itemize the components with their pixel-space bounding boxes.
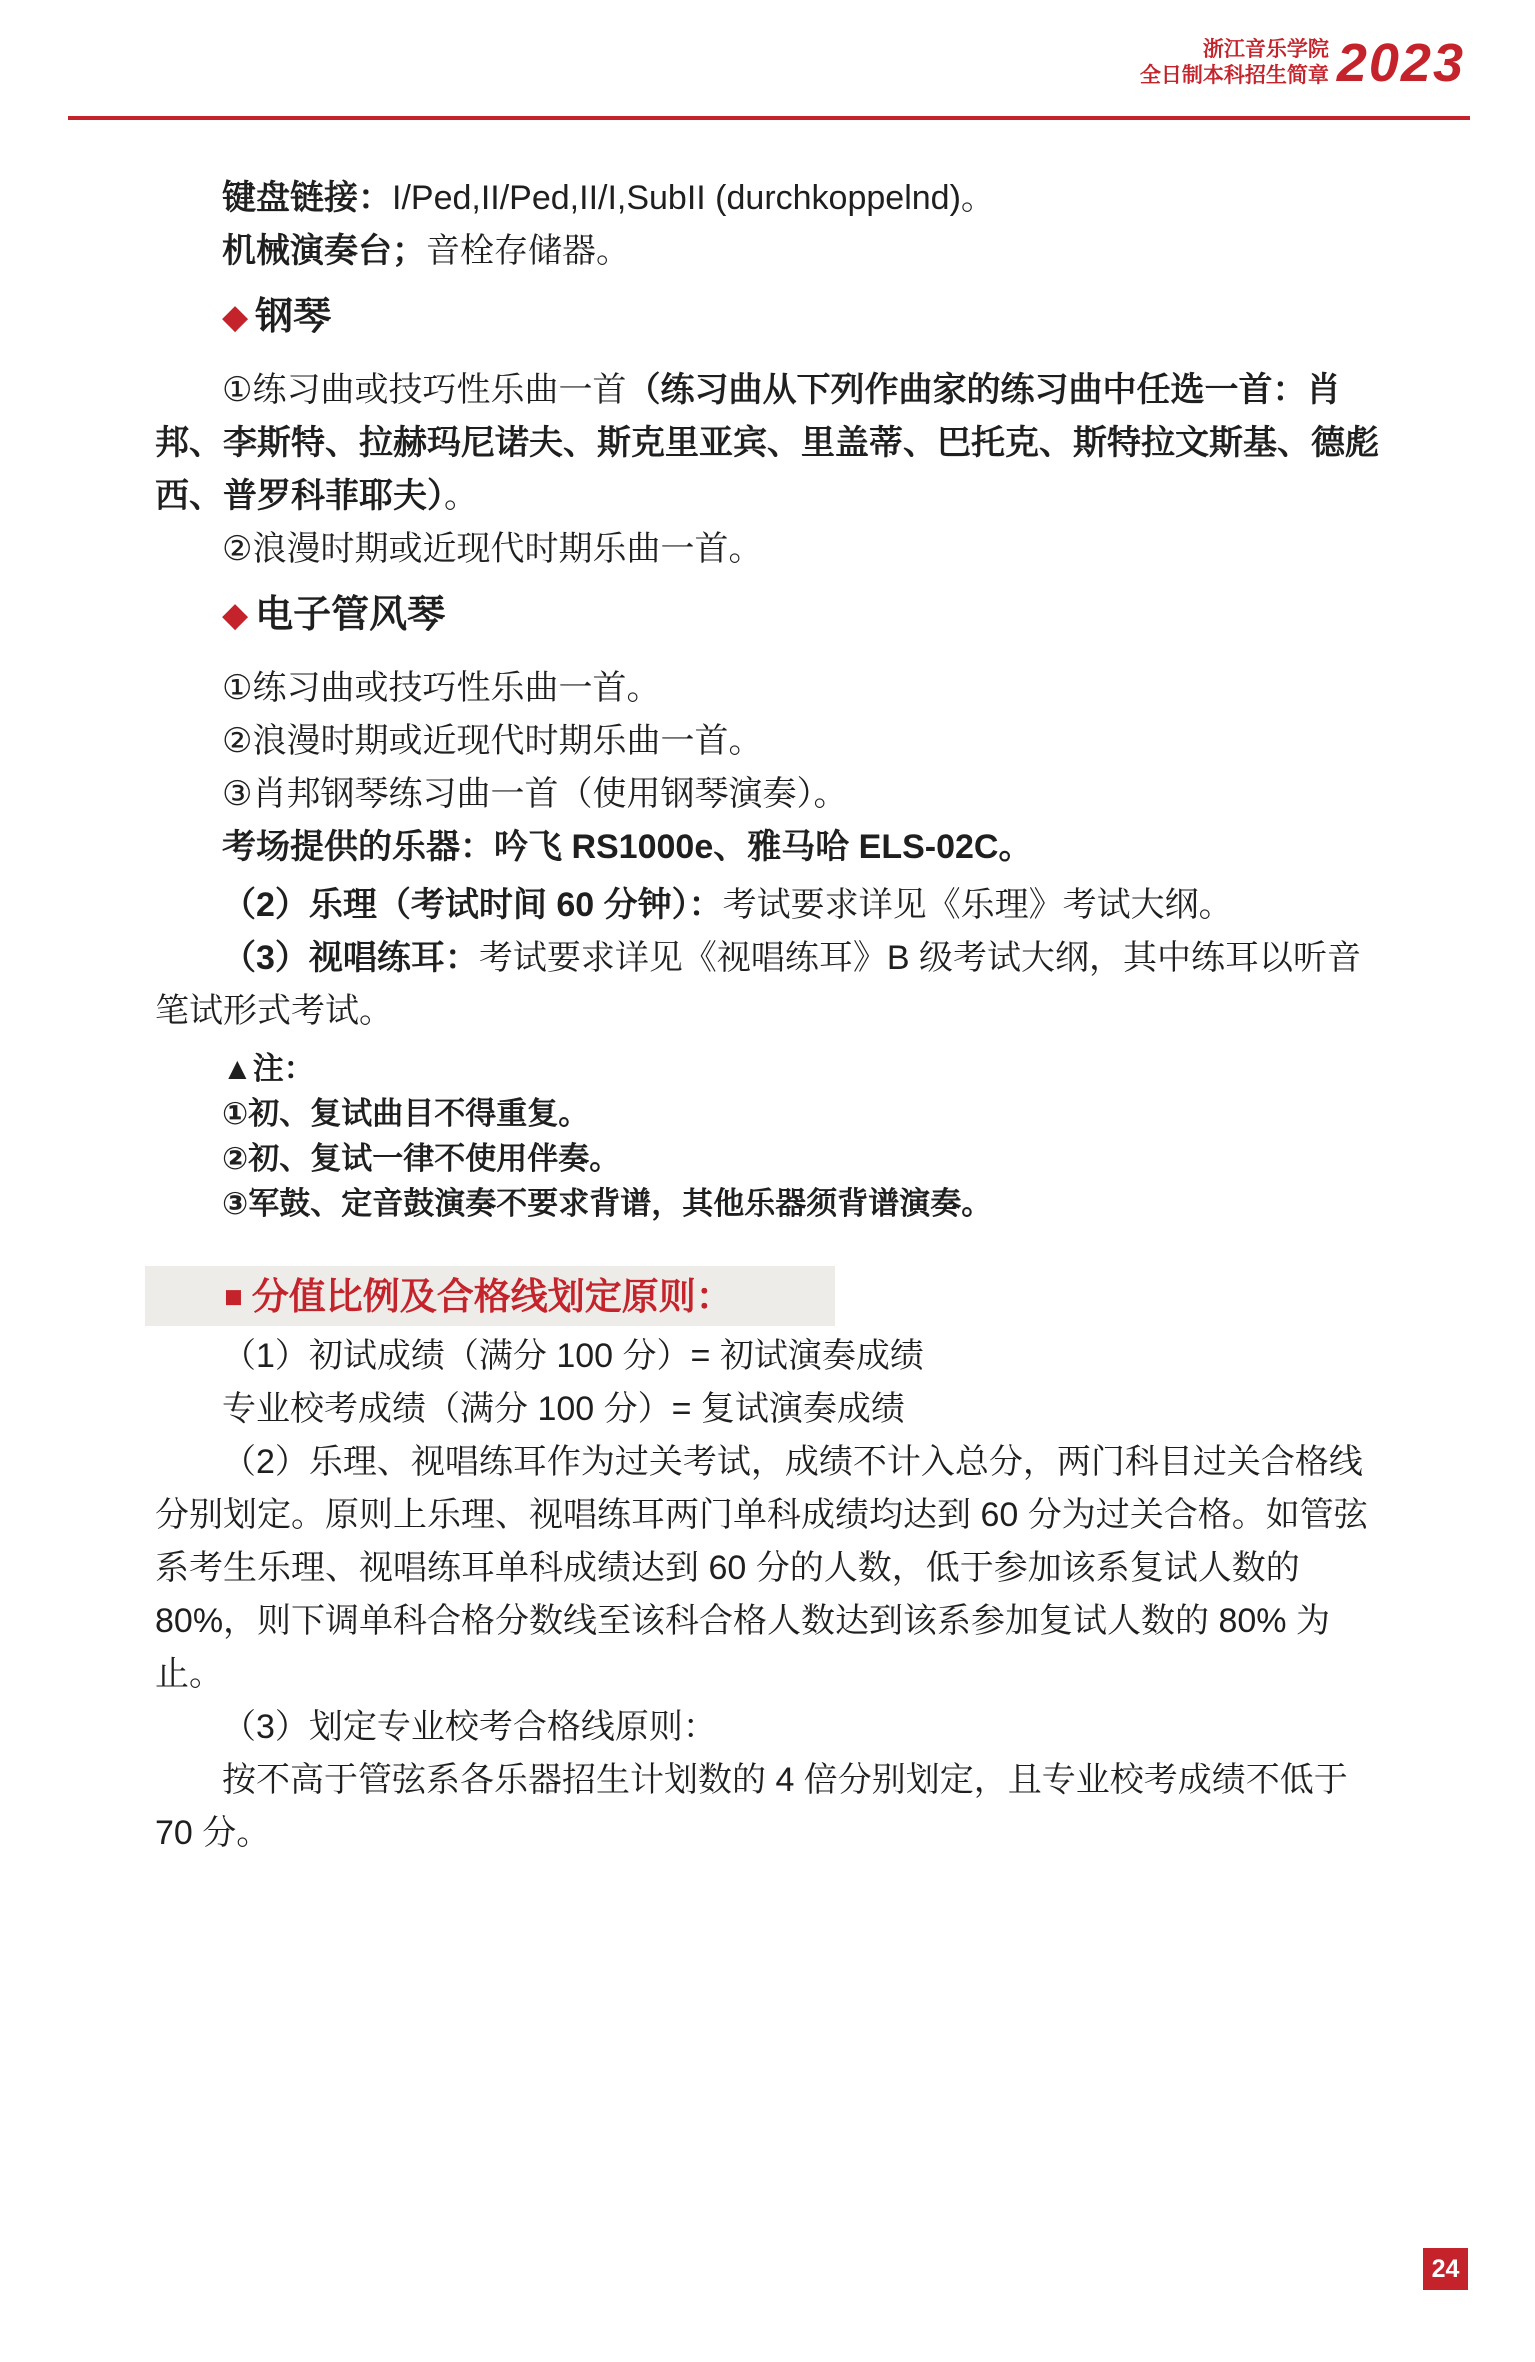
- note-item-1: ①初、复试曲目不得重复。: [222, 1096, 590, 1131]
- score-rule-3-body: 按不高于管弦系各乐器招生计划数的 4 倍分别划定，且专业校考成绩不低于 70 分。: [155, 1761, 1348, 1852]
- exam-subjects: [155, 879, 1391, 1038]
- note-item-2: ②初、复试一律不使用伴奏。: [222, 1141, 621, 1176]
- spec-label: 键盘链接：: [222, 179, 392, 217]
- organ-item-1: ①练习曲或技巧性乐曲一首。: [222, 669, 661, 707]
- header-institution: 浙江音乐学院: [1202, 38, 1329, 61]
- header-subtitle: 全日制本科招生简章: [1139, 64, 1329, 87]
- spec-value: 音栓存储器。: [426, 232, 630, 270]
- heading-label: 电子管风琴: [255, 594, 446, 636]
- diamond-icon: ◆: [222, 596, 249, 634]
- organ-provided-instruments-text: 考场提供的乐器：吟飞 RS1000e、雅马哈 ELS-02C。: [222, 828, 1033, 866]
- score-rule-3-heading: （3）划定专业校考合格线原则：: [222, 1708, 717, 1746]
- header-rule-divider: [68, 116, 1470, 120]
- subject-label: （3）视唱练耳：: [222, 939, 479, 977]
- piano-item-1-normal: ①练习曲或技巧性乐曲一首: [222, 371, 627, 409]
- score-rule-2: （2）乐理、视唱练耳作为过关考试，成绩不计入总分，两门科目过关合格线分别划定。原则上乐理、视唱练耳两门单科成绩均达到 60 分为过关合格。如管弦系考生乐理、视唱练耳单科成绩达到 60 分的人数，低于参加该系复试人数的 80%，则下调单科合格分数线至该科合格人数达到该系参加复试人数的 80% 为止。: [155, 1443, 1368, 1693]
- square-bullet-icon: ■: [224, 1278, 243, 1314]
- piano-item-2: ②浪漫时期或近现代时期乐曲一首。: [222, 530, 763, 568]
- spec-line-keyboard-link: [155, 172, 1391, 225]
- piano-item-1: [155, 364, 1391, 523]
- notes-heading: [155, 1046, 1391, 1091]
- notes-block: [155, 1046, 1391, 1226]
- organ-item-3: ③肖邦钢琴练习曲一首（使用钢琴演奏）。: [222, 775, 848, 813]
- page-header: [1139, 33, 1465, 93]
- score-section-title: 分值比例及合格线划定原则：: [251, 1275, 733, 1317]
- notes-heading-label: 注：: [252, 1051, 315, 1086]
- section-heading-piano: [155, 291, 1391, 344]
- piano-item-1-end: 。: [444, 477, 478, 515]
- diamond-icon: ◆: [222, 298, 249, 336]
- subject-detail: 考试要求详见《乐理》考试大纲。: [722, 886, 1233, 924]
- note-item-3: ③军鼓、定音鼓演奏不要求背谱，其他乐器须背谱演奏。: [222, 1186, 993, 1221]
- header-titles: [1140, 37, 1329, 89]
- page-number-badge: 24: [1423, 2248, 1468, 2290]
- score-section-heading-bar: [145, 1266, 835, 1326]
- subject-label: （2）乐理（考试时间 60 分钟）：: [222, 886, 723, 924]
- subject-music-theory: [155, 879, 1391, 932]
- subject-detail: 考试要求详见《视唱练耳》B 级考试大纲，其中练耳以听音笔试形式考试。: [155, 939, 1362, 1030]
- subject-sight-singing: [155, 932, 1391, 1038]
- header-year: 2023: [1336, 33, 1465, 93]
- triangle-icon: ▲: [222, 1051, 253, 1086]
- organ-provided-instruments: [155, 821, 1391, 874]
- spec-value: I/Ped,II/Ped,II/I,SubII (durchkoppelnd)。: [392, 179, 995, 217]
- document-content: [155, 172, 1391, 1860]
- spec-line-mechanical-console: [155, 225, 1391, 278]
- piano-item-1-bold: （练习曲从下列作曲家的练习曲中任选一首：肖邦、李斯特、拉赫玛尼诺夫、斯克里亚宾、里盖蒂、巴托克、斯特拉文斯基、德彪西、普罗科菲耶夫）: [155, 371, 1379, 515]
- score-rule-1: （1）初试成绩（满分 100 分）= 初试演奏成绩: [222, 1337, 924, 1375]
- section-heading-electronic-organ: [155, 589, 1391, 642]
- spec-label: 机械演奏台；: [222, 232, 426, 270]
- organ-item-2: ②浪漫时期或近现代时期乐曲一首。: [222, 722, 763, 760]
- score-rule-1b: 专业校考成绩（满分 100 分）= 复试演奏成绩: [222, 1390, 905, 1428]
- heading-label: 钢琴: [255, 296, 332, 338]
